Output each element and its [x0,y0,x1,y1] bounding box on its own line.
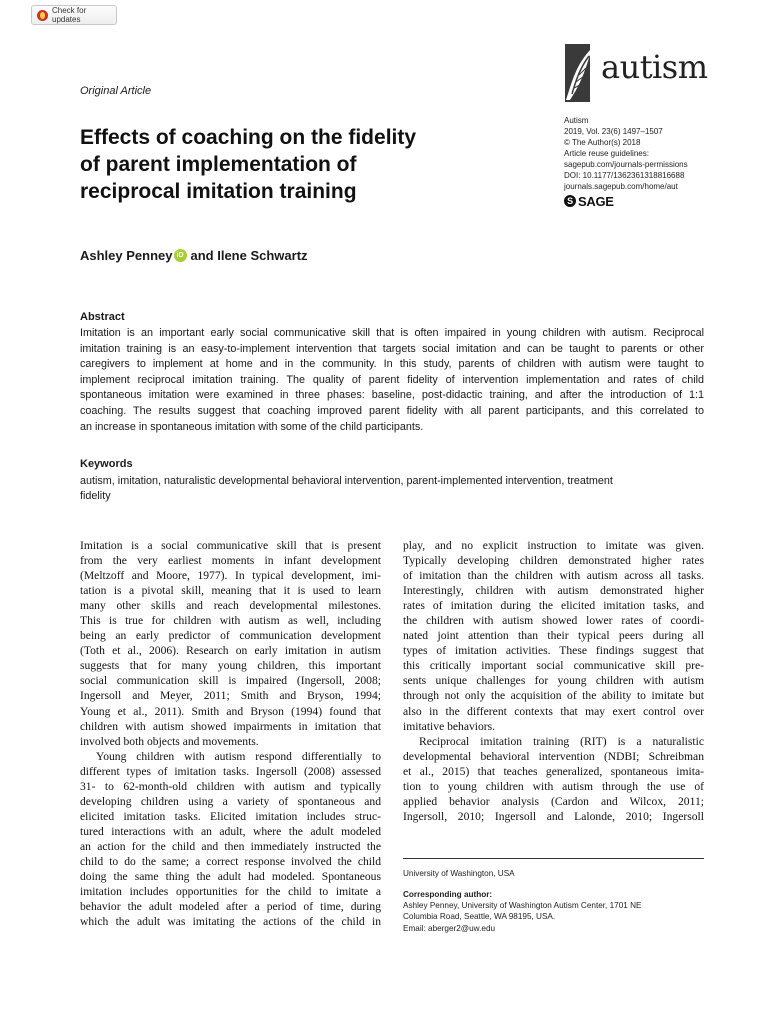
body-line: the children with autism showed lower rates of coordi- [403,614,704,628]
keywords-text [80,474,704,504]
journal-info [564,115,688,207]
body-column-right [403,538,704,824]
body-line: doing the same thing the adult had modeled. Spontaneous [80,870,381,884]
body-line: 31- to 62-month-old children with autism and typically [80,779,381,793]
body-line: sents unique challenges for young children with autism [403,674,704,688]
body-line: Reciprocal imitation training (RIT) is a naturalistic [419,734,704,748]
copyright: © The Author(s) 2018 [564,138,641,147]
body-line: child to do the same; a correct response involved the child [80,854,381,868]
body-line: (Meltzoff and Moore, 1977). In typical development, imi- [80,569,381,583]
abstract-line: implement reciprocal imitation training. The quality of parent fidelity of intervention implementation and rates of child [80,373,704,386]
doi-link[interactable]: DOI: 10.1177/1362361318816688 [564,171,685,180]
corresponding-author [403,889,641,934]
abstract-line: Imitation is an important early social communicative skill that is often impaired in young children with autism. Reciprocal [80,327,704,339]
footnote-divider [403,858,704,859]
title-line: of parent implementation of [80,153,357,176]
body-line: children with autism showed impairments in imitation that [80,719,381,733]
corresponding-email[interactable]: Email: aberger2@uw.edu [403,923,496,933]
body-line: being an early predictor of communication development [80,629,381,643]
title-line: reciprocal imitation training [80,180,357,203]
body-line: many other skills and reach developmental milestones. [80,599,381,613]
author-first[interactable]: Ashley Penney [80,248,173,263]
journal-volume: 2019, Vol. 23(6) 1497–1507 [564,127,663,136]
sage-logo-text: SAGE [578,193,614,209]
body-line: an action for the child and then immediately instructed the [80,839,381,853]
crossmark-icon [37,10,48,21]
body-line: through not only the acquisition of the ability to imitate but [403,689,704,703]
journal-logo [562,42,707,106]
title-line: Effects of coaching on the fidelity [80,126,417,149]
corresponding-heading: Corresponding author: [403,890,493,899]
body-line: nated joint attention than their typical peers during all [403,629,704,643]
journal-logo-text: autism [601,48,708,86]
body-line: Young et al., 2011). Smith and Bryson (1994) found that [80,704,381,718]
body-line: rates of imitation during the elicited imitation tasks, and [403,599,704,613]
body-line: Interestingly, children with autism demonstrated higher [403,584,704,598]
body-line: et al., 2015) that teaches generalized, spontaneous imita- [403,764,704,778]
body-line: which the adult was imitating the actions of the child in [80,915,381,929]
body-line: applied behavior analysis (Cardon and Wilcox, 2011; [403,794,704,808]
abstract-line: spontaneous imitation were examined in three phases: baseline, post-didactic training, and after the introduction of 1:1 [80,389,704,402]
body-line: different types of imitation tasks. Ingersoll (2008) assessed [80,764,381,778]
keywords-heading: Keywords [80,458,133,470]
abstract-heading: Abstract [80,311,125,323]
body-line: Young children with autism respond differentially to [96,749,381,763]
corresponding-line: Columbia Road, Seattle, WA 98195, USA. [403,912,556,922]
abstract-text [80,326,704,435]
abstract-line: an increase in spontaneous imitation with some of the child participants. [80,420,424,433]
body-line: play, and no explicit instruction to imitate was given. [403,539,704,552]
body-line: (Toth et al., 2006). Research on early imitation in autism [80,644,381,658]
body-line: from the very earliest moments in infant development [80,554,381,568]
body-line: elicited imitation tasks. Elicited imitation includes struc- [80,809,381,823]
body-line: tion to young children with autism through the use of [403,779,704,793]
corresponding-line: Ashley Penney, University of Washington Autism Center, 1701 NE [403,901,642,911]
orcid-icon[interactable]: iD [174,249,187,262]
body-line: Ingersoll and Meyer, 2011; Smith and Bryson, 1994; [80,689,381,703]
check-for-updates-label: Check for updates [52,6,87,24]
article-type: Original Article [80,85,152,97]
body-line: tation is a pivotal skill, meaning that it is used to learn [80,584,381,598]
check-for-updates-button[interactable] [31,5,117,25]
permissions-link[interactable]: sagepub.com/journals-permissions [564,160,688,169]
author-rest: and Ilene Schwartz [190,248,308,263]
body-line: of imitation than the children with autism across all tasks. [403,569,704,583]
journal-home-link[interactable]: journals.sagepub.com/home/aut [564,182,678,191]
body-column-left [80,538,381,929]
abstract-line: caregivers to implement at home and in the community. In this study, parents of children with autism were taught to [80,358,704,371]
body-line: social communication skill is impaired (Ingersoll, 2008; [80,674,381,688]
body-line: involved both objects and movements. [80,734,259,748]
body-line: this critically important social communicative skill pre- [403,659,704,673]
body-line: developing children using a variety of spontaneous and [80,794,381,808]
body-line: imitative behaviors. [403,719,496,733]
keywords-line: fidelity [80,490,111,502]
body-line: also in the different contexts that may exert control over [403,704,704,718]
body-line: developmental behavioral intervention (NDBI; Schreibman [403,749,704,763]
body-line: types of imitation activities. These findings suggest that [403,644,704,658]
authors [80,248,308,263]
affiliation: University of Washington, USA [403,869,515,878]
article-title [80,124,480,205]
body-line: suggests that for many young children, this important [80,659,381,673]
keywords-line: autism, imitation, naturalistic developmental behavioral intervention, parent-implemented intervention, treatment [80,475,613,487]
abstract-line: coaching. The results suggest that coaching improved parent fidelity with all parent participants, and this correlated to [80,404,704,417]
sage-logo [564,195,688,207]
journal-name: Autism [564,116,589,125]
sage-s-icon: S [564,195,576,207]
autism-leaf-icon [562,42,602,106]
body-line: behavior the adult modeled after a period of time, during [80,900,381,914]
body-line: tured interactions with an adult, where the adult modeled [80,824,381,838]
reuse-label: Article reuse guidelines: [564,149,649,158]
body-line: Imitation is a social communicative skill that is present [80,539,381,552]
body-line: Ingersoll, 2010; Ingersoll and Lalonde, 2010; Ingersoll [403,809,704,823]
abstract-line: imitation training is an easy-to-implement intervention that targets social imitation and can be taught to parents or other [80,342,704,355]
body-line: imitation includes opportunities for the child to imitate a [80,885,381,899]
body-line: Typically developing children demonstrated higher rates [403,554,704,568]
body-line: This is true for children with autism as well, including [80,614,381,628]
